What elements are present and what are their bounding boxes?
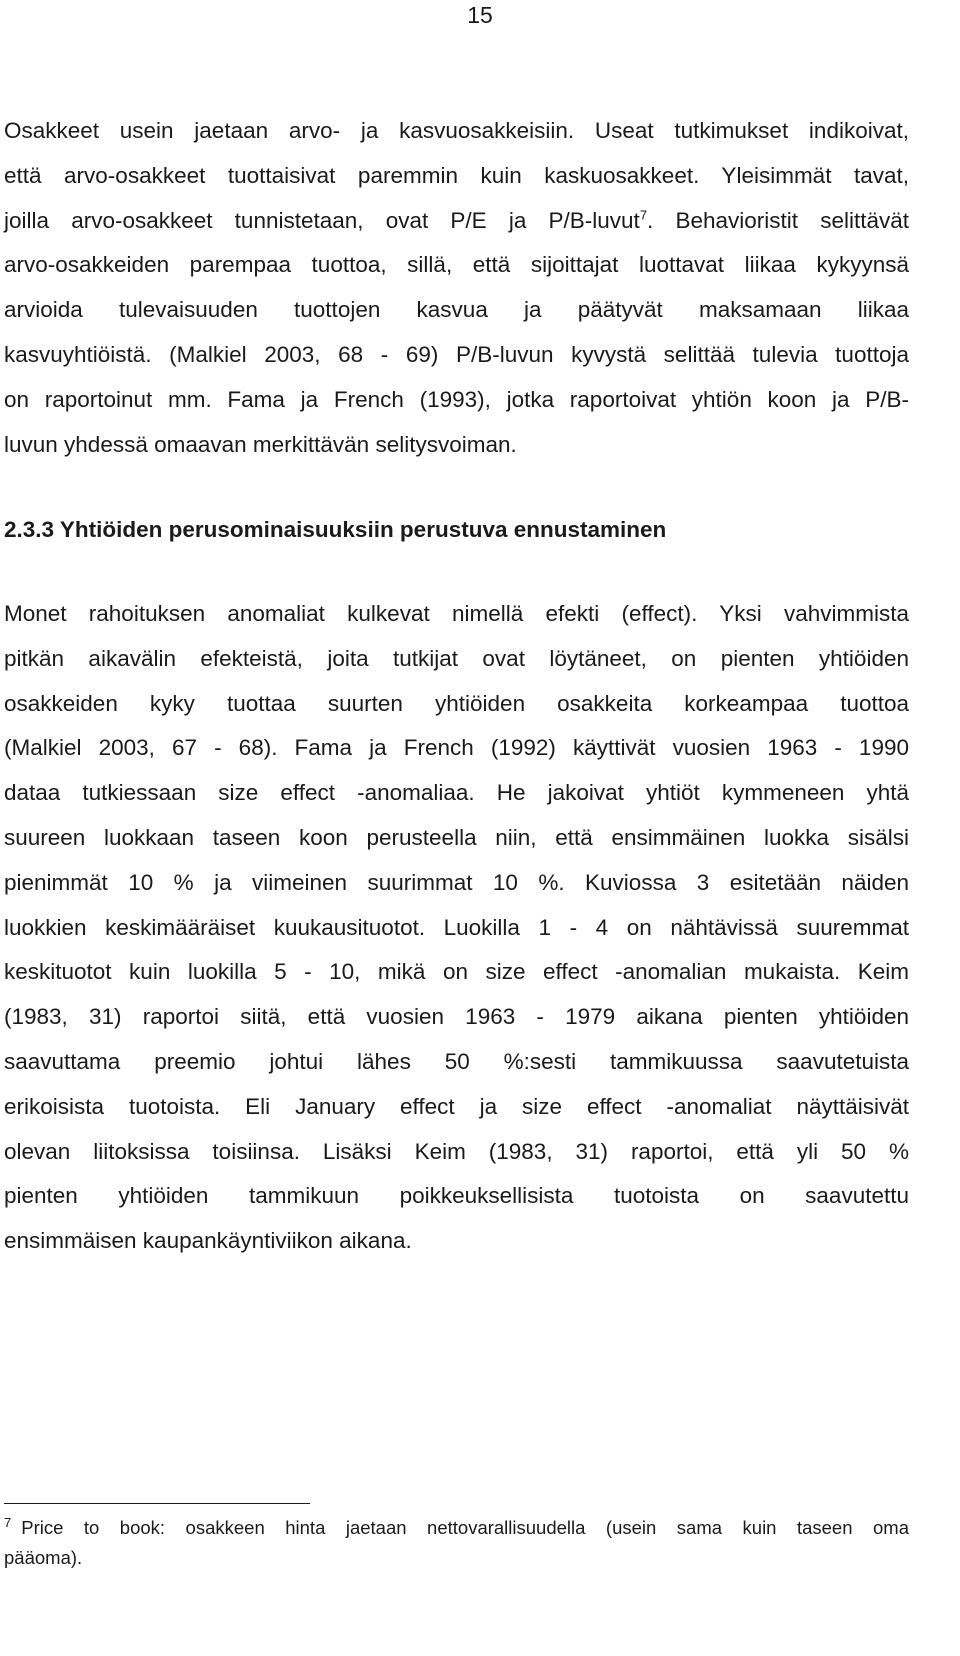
paragraph-line: on raportoinut mm. Fama ja French (1993), jotka raportoivat yhtiön koon ja P/B- [4, 386, 909, 412]
footnote-line [4, 1513, 909, 1543]
footnote-line: pääoma). [4, 1547, 83, 1568]
paragraph-line: pitkän aikavälin efekteistä, joita tutkijat ovat löytäneet, on pienten yhtiöiden [4, 645, 909, 671]
paragraph-size-effect [4, 592, 909, 1264]
paragraph-line: saavuttama preemio johtui lähes 50 %:sesti tammikuussa saavutetuista [4, 1048, 909, 1074]
paragraph-line: kasvuyhtiöistä. (Malkiel 2003, 68 - 69) P/B-luvun kyvystä selittää tulevia tuottoja [4, 341, 909, 367]
paragraph-line: Osakkeet usein jaetaan arvo- ja kasvuosakkeisiin. Useat tutkimukset indikoivat, [4, 118, 909, 143]
paragraph-line: ensimmäisen kaupankäyntiviikon aikana. [4, 1228, 412, 1254]
footnote-text: Price to book: osakkeen hinta jaetaan nettovarallisuudella (usein sama kuin taseen oma [21, 1517, 909, 1538]
paragraph-line: pienimmät 10 % ja viimeinen suurimmat 10 %. Kuviossa 3 esitetään näiden [4, 869, 909, 895]
footnote-marker: 7 [4, 1514, 12, 1530]
paragraph-line: luvun yhdessä omaavan merkittävän selitysvoiman. [4, 431, 517, 457]
paragraph-line: olevan liitoksissa toisiinsa. Lisäksi Keim (1983, 31) raportoi, että yli 50 % [4, 1138, 909, 1164]
page-number: 15 [467, 2, 493, 28]
paragraph-line-text: . Behavioristit selittävät [647, 207, 909, 233]
paragraph-line: (1983, 31) raportoi siitä, että vuosien 1963 - 1979 aikana pienten yhtiöiden [4, 1004, 909, 1030]
footnote [4, 1513, 909, 1573]
paragraph-line: osakkeiden kyky tuottaa suurten yhtiöiden osakkeita korkeampaa tuottoa [4, 690, 909, 716]
paragraph-line [4, 199, 909, 244]
paragraph-line: keskituotot kuin luokilla 5 - 10, mikä on size effect -anomalian mukaista. Keim [4, 959, 909, 985]
paragraph-value-vs-growth [4, 109, 909, 467]
paragraph-line: arvo-osakkeiden parempaa tuottoa, sillä, että sijoittajat luottavat liikaa kykyynsä [4, 252, 909, 278]
paragraph-line: (Malkiel 2003, 67 - 68). Fama ja French (1992) käyttivät vuosien 1963 - 1990 [4, 735, 909, 761]
footnote-reference[interactable]: 7 [639, 207, 648, 223]
paragraph-line: Monet rahoituksen anomaliat kulkevat nimellä efekti (effect). Yksi vahvimmista [4, 601, 909, 626]
paragraph-line: luokkien keskimääräiset kuukausituotot. Luokilla 1 - 4 on nähtävissä suuremmat [4, 914, 909, 940]
paragraph-line: suureen luokkaan taseen koon perusteella niin, että ensimmäinen luokka sisälsi [4, 824, 909, 850]
paragraph-line: erikoisista tuotoista. Eli January effect ja size effect -anomaliat näyttäisivät [4, 1093, 909, 1119]
paragraph-line: että arvo-osakkeet tuottaisivat paremmin kuin kaskuosakkeet. Yleisimmät tavat, [4, 162, 909, 188]
section-heading: 2.3.3 Yhtiöiden perusominaisuuksiin perustuva ennustaminen [4, 517, 667, 542]
footnote-divider [4, 1503, 310, 1504]
paragraph-line: arvioida tulevaisuuden tuottojen kasvua ja päätyvät maksamaan liikaa [4, 297, 909, 323]
paragraph-line: dataa tutkiessaan size effect -anomaliaa. He jakoivat yhtiöt kymmeneen yhtä [4, 780, 909, 806]
paragraph-line: pienten yhtiöiden tammikuun poikkeuksellisista tuotoista on saavutettu [4, 1183, 909, 1209]
paragraph-line-text: joilla arvo-osakkeet tunnistetaan, ovat P/E ja P/B-luvut [4, 207, 640, 233]
